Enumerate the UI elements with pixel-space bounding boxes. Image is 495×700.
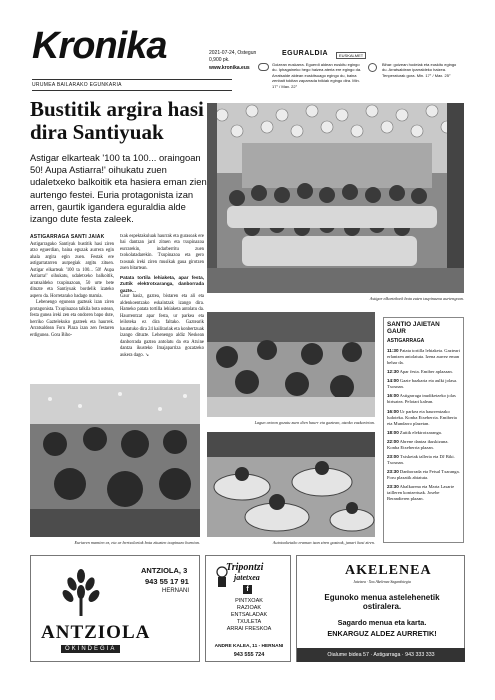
agenda-event: 22:00 Abrene dantza ikuskizuna. Konba Etxeberria plazan. [387,438,449,450]
agenda-event: 14:00 Gazte bazkaria eta aulki jolasa. Txosnan. [387,378,458,390]
weather-source-badge: EUSKALMET [336,52,366,59]
tripontzi-name: Tripontzi [226,562,264,573]
photo-caption: Astigar elkartekoek bota zuten txupinazoa aurtengoan. [369,296,464,301]
masthead-logo: Kronika [32,25,167,67]
article-byline: ASTIGARRAGA SANTI JAIAK [30,234,105,240]
agenda-event: 23:30 Danborrada eta Fetsal Txaranga. Foru plazatik abiatuta. [387,469,460,481]
tripontzi-menu-item: ARRAI FRESKOA [226,625,272,632]
antziola-town: HERNANI [162,588,190,594]
article-paragraph: txak espektakuluak haurrak eta gurasoak ere bai dantzan jarri zituen eta txupinazoa eurrarekin, indarberritu zuen txokolatadarekin. Txupinazoa eta gero txosnak ireki ziren musikak gaua girotzen zuen bitartean. [120,234,204,272]
photo-crowd-confetti [30,384,200,537]
tripontzi-menu-item: PINTXOAK [235,598,263,604]
weather-heading: EGURALDIA [282,50,329,57]
article-subheading: Patata tortila lehiaketa, apar festa, Zuttik elektrotxaranga, danborrada gazte... [120,274,204,293]
article-headline: Bustitik argira hasi dira Santiyuak [30,97,204,144]
antziola-phone: 943 55 17 91 [145,577,189,586]
agenda-event: 12:30 Apar festa. Emiber aplazaan. [387,369,453,375]
weather-tomorrow: Bihar: goizean hodeiak eta euskitu egingo du. Arratsaldean iparraldeko haizea. Tenperaturak gora. Min. 17° / Max. 25° [382,62,457,78]
akelenea-name: AKELENEA [345,563,432,578]
article-paragraph: Gaur hasiz, gaztea, bistaren eta ali eta aldenkoentzako eskaintzak izango dira. Hameko patata tortilla lehiaketa antolatu da. Haurrentzat apar festa, ur parkea eta leiloteka ez dira faltako. Gaztearik hautatuko dira 24 kailitariak eta konbertzuak izango dituzte. Lehenengo aldiz Neskean danborrada gaztea antolatu da eta Atxine dantza ikusteko Imajaparriza gozatzeko aukera dago. ↘ [120,294,204,358]
agenda-event: 16:00 Astigarraga inudiketzeko jolas birtsatea. Pelotari kalean. [387,393,456,405]
tripontzi-menu [206,598,292,632]
facebook-icon[interactable]: f [243,585,252,594]
antziola-subtitle: OKINDEGIA [61,645,120,653]
photo-caption: Autotxoketako eraman izan ziren gazteak, janari hasi ziren. [272,540,375,545]
issue-date: 2021-07-24, Ostegun [209,50,257,56]
agenda-event: 23:30 Abalkarena eta Marta Lasarte tailleren kontzertuak. Josebe Berandieren plazan. [387,484,455,502]
photo-crowd-tables [207,312,375,417]
weather-today: Goizean euskarra. Eguerdi aldean euskitu egingo du. Iphagaineko hego haizea ateria ere egingo da. Arratsalde aldean euskitsuago egingo du, baina zenbait tokitan zaparrada txikiak egingo dira. Min. 17° / Max. 22° [272,62,362,89]
article-lede: Astigar elkarteak '100 ta 100... oraingoan 50! Aupa Astiarra!' oihukatu zuen udaletxeko balkoitik eta hasiera eman zien aurtengo festei. Euria protagonista izan arren, gaurtik igandera eguraldia alde izango dute festa zaleek. [30,152,207,225]
issue-info [209,50,256,72]
tripontzi-menu-item: TXULETA [236,618,262,625]
photo-group-balcony [207,103,464,293]
ad-akelenea [296,555,465,662]
agenda-title: SANTIO JAIETAN GAUR [387,321,440,335]
issue-website: www.kronika.eus [209,64,250,71]
article-column-2 [120,234,204,359]
tripontzi-phone: 943 555 724 [233,652,265,658]
antziola-address: ANTZIOLA, 3 [141,566,188,575]
article-paragraph: Astigarragako Santiyak bustitik hasi ziren atzo eguerdian, baina eguzak aurrera egin ahala argira egin zuen. Festak ere astigarratarren aurpegiak argitu zituen. Astigar elkarteak '100 ta 100... 50! Aupa Astiarra!' oihukatu, udaletxeko balkoitik, arratsaldeko txupinazoan, 50 urte bete dituzte eta Santiyuak bordelik izateko aspero da. Horretarako badago mamia. [30,242,114,299]
akelenea-line-2: Sagardo menua eta karta. [337,618,427,627]
ad-antziola [30,555,200,662]
sun-cloud-icon [368,63,377,72]
antziola-name: ANTZIOLA [41,622,151,643]
agenda-place: ASTIGARRAGA [387,338,425,344]
agenda-event: 16:00 Ur parkea eta haurrentzako ludoteka. Konba Etxeberria. Emiberia eta Mundarro plazetan. [387,408,457,426]
tripontzi-subname: jatetxea [234,573,260,582]
cloud-icon [258,63,269,71]
photo-bumper-cars [207,432,375,537]
akelenea-line-3: ENKARGUZ ALDEZ AURRETIK! [327,629,437,638]
agenda-event: 11:30 Patata tortilla lehiaketa. Gazteari erlantzen antolatuta. Izena aurrez eman behar da. [387,348,460,366]
tripontzi-menu-item: RAZIOAK [236,604,262,611]
ad-tripontzi [205,555,291,662]
agenda-event: 23:00 Txisketak talleria eta DJ Biki. Txosnan. [387,453,455,465]
agenda-event: 18:00 Zuttik elektrotxaranga. [387,429,442,435]
issue-price: 0,900 pk. [209,57,230,64]
chef-icon [214,566,230,588]
article-column-1 [30,242,114,339]
akelenea-line-1: Egunoko menua astelehenetik ostiralera. [324,593,440,612]
photo-caption: Euriaren mamien ez, eta ur bertsolariak bota zituzten txupinazo burnian. [74,540,200,545]
akelenea-tagline: Jatetxea · Xox Akelenea Sagardotegia [353,580,411,584]
wheat-logo-icon [56,568,106,618]
akelenea-address-bar: Oialume bidea 57 · Astigarraga · 943 333 333 [297,648,465,662]
masthead-subtitle: URUMEA BAILARAKO EGUNKARIA [32,79,232,91]
photo-caption: Lagun artean gozatu zuen dien haurr eta gaztean, atzoko eazkarietan. [254,420,375,425]
tripontzi-menu-item: ENTSALADAK [230,611,268,618]
tripontzi-address: ANDRE KALEA, 11 - HERNANI [214,644,284,649]
agenda-box [383,317,464,543]
article-paragraph: Lebenengo egunean gazteak izan ziren protagonista. Txupinazoa talkila bota ostean, festa gunea ireki zen eta ondoren bapo dute, herriko Gaztelekuko gazteek eta haurrek. Arratsaldean Foru Plaza izan zen festaren erdigunea. Gora Biho- [30,300,115,338]
